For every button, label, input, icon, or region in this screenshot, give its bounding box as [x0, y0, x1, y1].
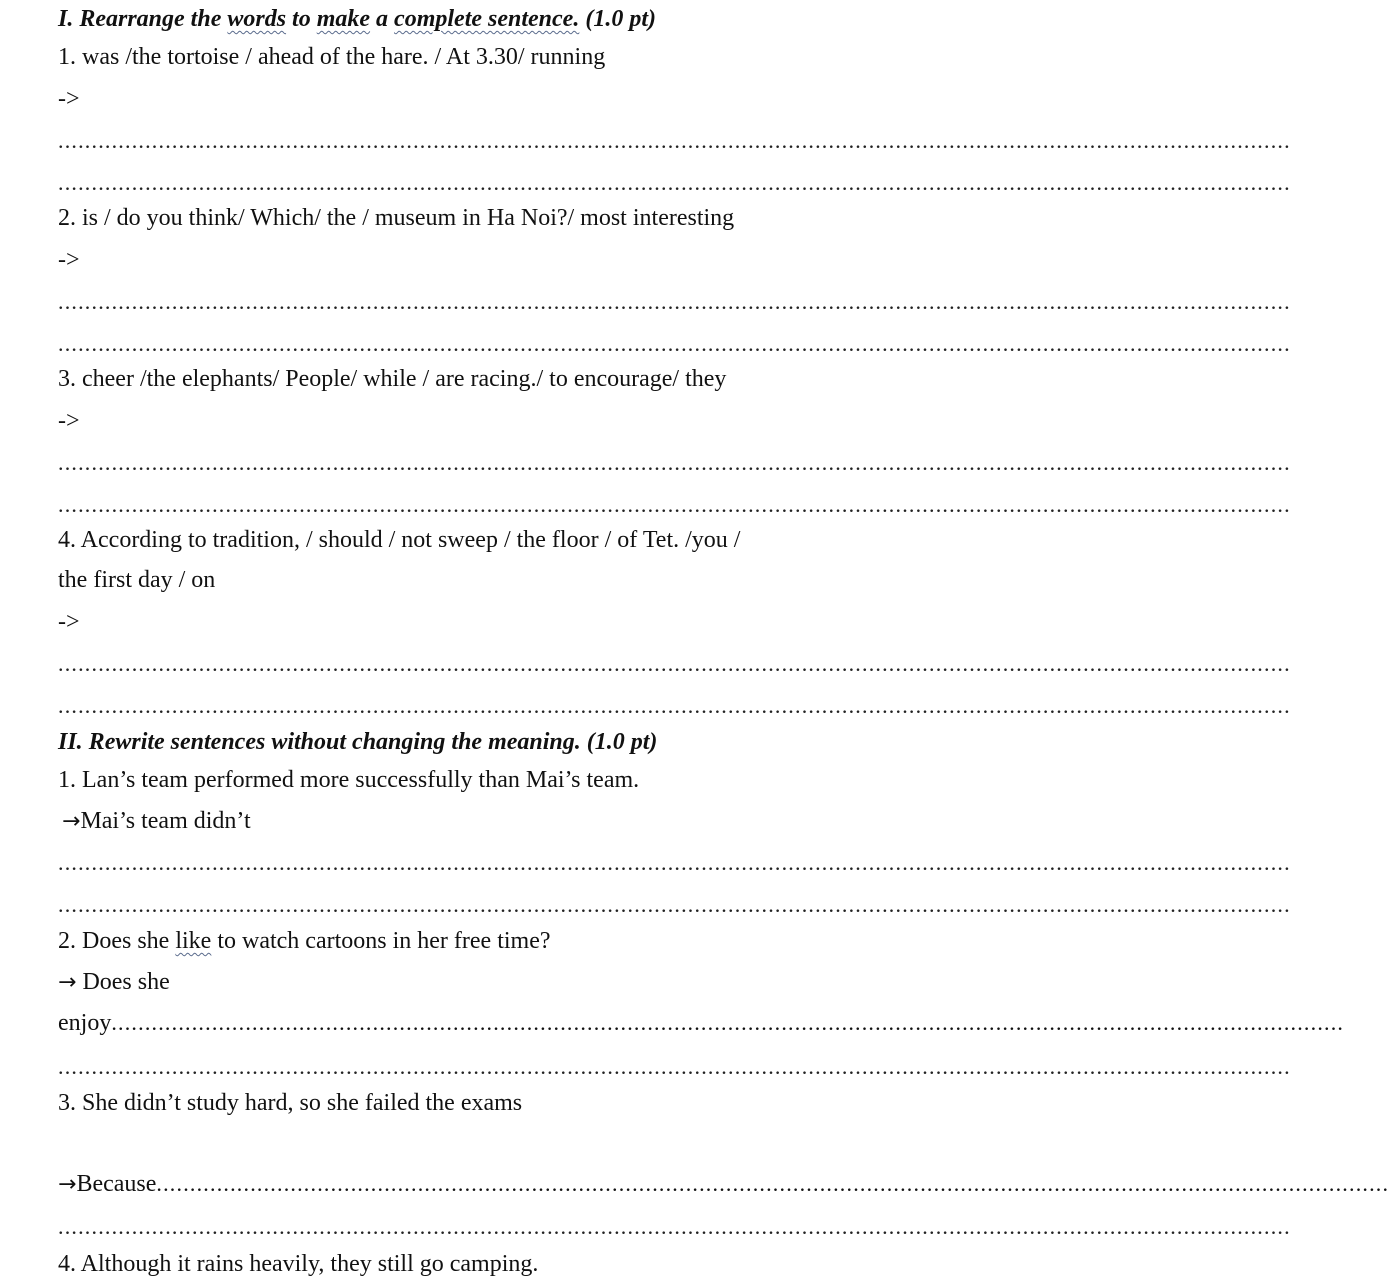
question-text: to watch cartoons in her free time?	[211, 928, 551, 954]
question-1-3: 3. cheer /the elephants/ People/ while / are racing./ to encourage/ they	[58, 366, 727, 392]
heading-text: make	[316, 6, 371, 32]
prompt-text: Because	[76, 1171, 157, 1197]
answer-line[interactable]: ........................................................................................................................................................................................	[58, 331, 1291, 356]
heading-text: words	[227, 6, 287, 32]
rewrite-prompt-2	[58, 969, 170, 996]
answer-line[interactable]: ........................................................................................................................................................................................	[58, 128, 1291, 153]
question-1-2: 2. is / do you think/ Which/ the / museum in Ha Noi?/ most interesting	[58, 205, 735, 231]
rewrite-prompt-2-cont	[58, 1010, 1345, 1037]
answer-arrow: ->	[58, 86, 80, 112]
answer-line[interactable]: ........................................................................................................................................................................................	[58, 850, 1291, 875]
answer-line[interactable]: ........................................................................................................................................................................................	[156, 1171, 1389, 1196]
answer-line[interactable]: ........................................................................................................................................................................................	[58, 289, 1291, 314]
question-text: 2. Does she	[58, 928, 176, 954]
answer-line[interactable]: ........................................................................................................................................................................................	[58, 892, 1291, 917]
heading-text: a	[370, 6, 395, 32]
rewrite-prompt-1	[62, 808, 251, 835]
arrow-icon: →	[58, 970, 77, 995]
answer-line[interactable]: ........................................................................................................................................................................................	[58, 1214, 1291, 1239]
heading-text: I. Rearrange the	[58, 6, 228, 32]
question-text: like	[175, 928, 212, 954]
answer-line[interactable]: ........................................................................................................................................................................................	[111, 1010, 1345, 1035]
heading-text: complete sentence.	[394, 6, 580, 32]
prompt-text: Mai’s team didn’t	[80, 808, 251, 834]
answer-arrow: ->	[58, 247, 80, 273]
section-1-heading	[58, 6, 656, 33]
answer-line[interactable]: ........................................................................................................................................................................................	[58, 450, 1291, 475]
question-2-1: 1. Lan’s team performed more successfully than Mai’s team.	[58, 767, 640, 793]
question-1-4: 4. According to tradition, / should / not sweep / the floor / of Tet. /you /	[58, 527, 741, 553]
question-2-2	[58, 928, 551, 955]
answer-line[interactable]: ........................................................................................................................................................................................	[58, 693, 1291, 718]
answer-arrow: ->	[58, 408, 80, 434]
section-2-heading: II. Rewrite sentences without changing the meaning. (1.0 pt)	[58, 729, 658, 755]
heading-text: to	[286, 6, 317, 32]
answer-line[interactable]: ........................................................................................................................................................................................	[58, 651, 1291, 676]
answer-line[interactable]: ........................................................................................................................................................................................	[58, 170, 1291, 195]
arrow-icon: →	[58, 1172, 77, 1197]
answer-arrow: ->	[58, 609, 80, 635]
rewrite-prompt-3	[58, 1171, 1389, 1198]
question-1-4-cont: the first day / on	[58, 567, 216, 593]
answer-line[interactable]: ........................................................................................................................................................................................	[58, 492, 1291, 517]
heading-text: (1.0 pt)	[579, 6, 656, 32]
prompt-text: enjoy	[58, 1010, 112, 1036]
prompt-text: Does she	[76, 969, 170, 995]
question-2-3: 3. She didn’t study hard, so she failed the exams	[58, 1090, 523, 1116]
question-1-1: 1. was /the tortoise / ahead of the hare. / At 3.30/ running	[58, 44, 606, 70]
arrow-icon: →	[62, 809, 81, 834]
answer-line[interactable]: ........................................................................................................................................................................................	[58, 1054, 1291, 1079]
question-2-4: 4. Although it rains heavily, they still go camping.	[58, 1251, 539, 1277]
